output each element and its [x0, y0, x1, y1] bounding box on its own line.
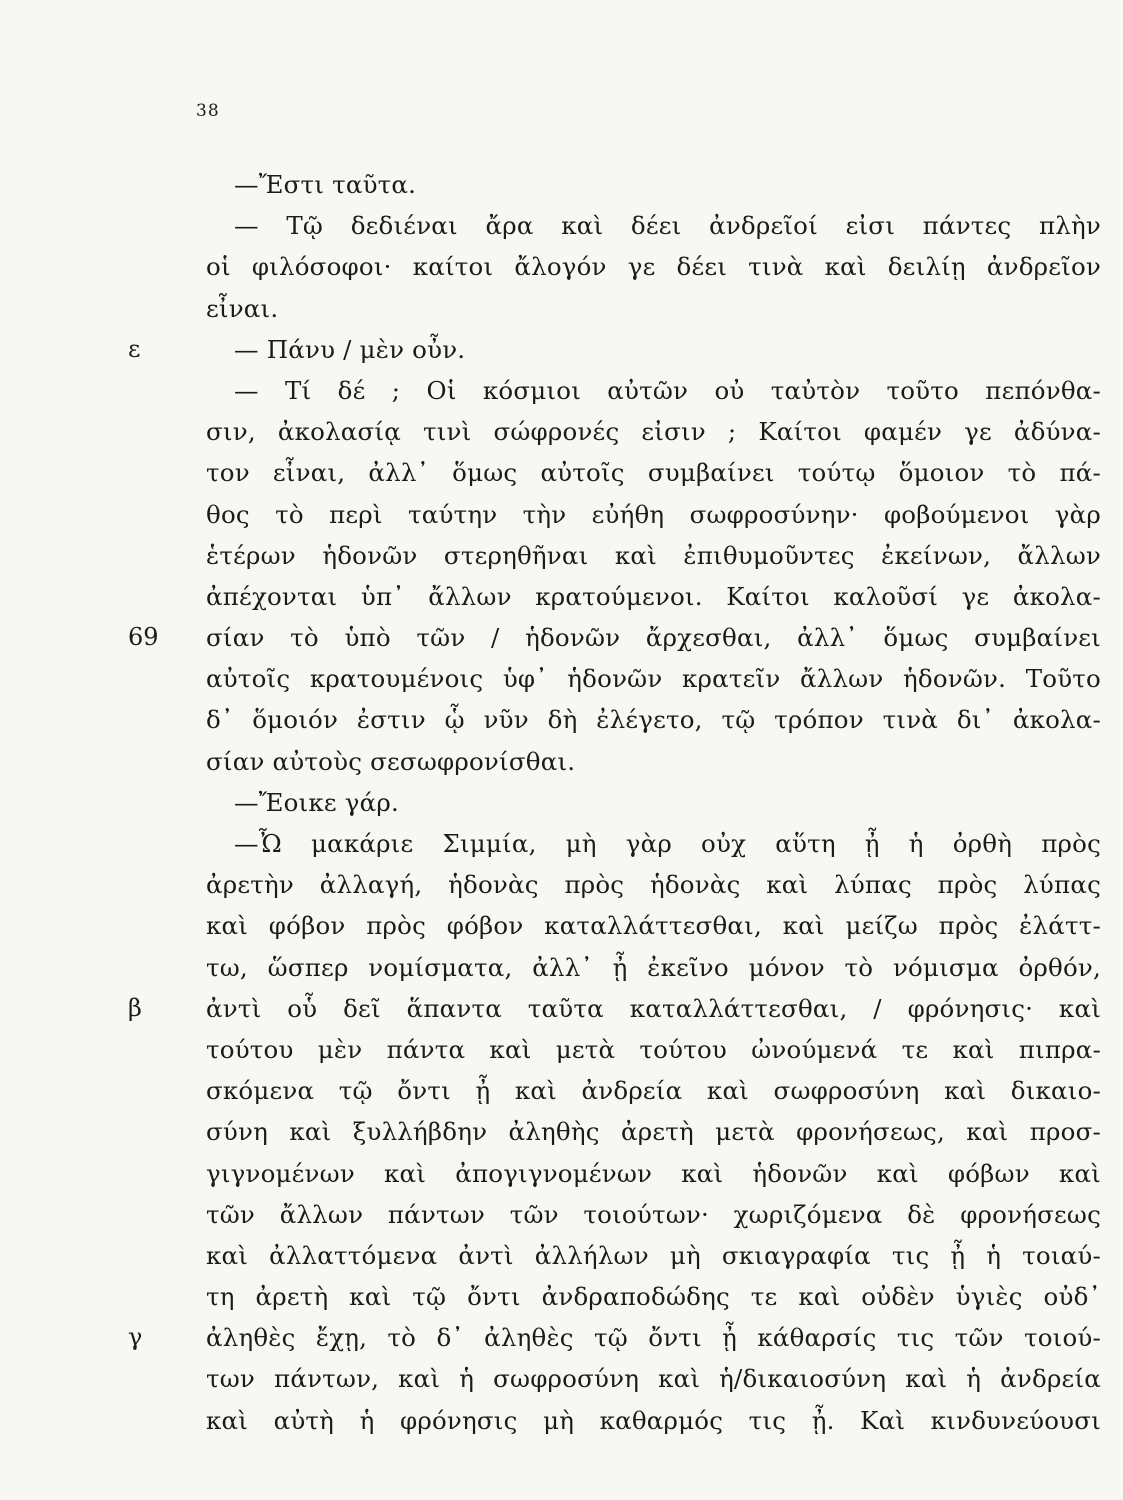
margin-reference: ε	[128, 334, 141, 363]
line-text: ἑτέρων ἡδονῶν στερηθῆναι καὶ ἐπιθυμοῦντες ἐκείνων, ἄλλων	[206, 540, 1101, 570]
line-text: ἀληθὲς ἔχῃ, τὸ δ᾿ ἀληθὲς τῷ ὄντι ᾖ κάθαρσίς τις τῶν τοιού-	[206, 1323, 1101, 1353]
text-line	[0, 988, 1123, 1029]
text-line	[0, 617, 1123, 658]
line-text: εἶναι.	[206, 293, 279, 323]
line-text: γιγνομένων καὶ ἀπογιγνομένων καὶ ἡδονῶν καὶ φόβων καὶ	[206, 1158, 1101, 1188]
line-text: σύνη καὶ ξυλλήβδην ἀληθὴς ἀρετὴ μετὰ φρονήσεως, καὶ προσ-	[206, 1117, 1101, 1147]
greek-text-block	[0, 164, 1123, 1441]
line-text: — Πάνυ / μὲν οὖν.	[234, 334, 466, 364]
line-text: ἀρετὴν ἀλλαγή, ἡδονὰς πρὸς ἡδονὰς καὶ λύπας πρὸς λύπας	[206, 870, 1101, 900]
text-line	[0, 658, 1123, 699]
text-line	[0, 288, 1123, 329]
line-text: —Ἔστι ταῦτα.	[234, 170, 417, 199]
line-text: τη ἀρετὴ καὶ τῷ ὄντι ἀνδραποδώδης τε καὶ οὐδὲν ὑγιὲς οὐδ᾿	[206, 1282, 1101, 1312]
margin-reference: 69	[128, 623, 159, 652]
text-line	[0, 823, 1123, 864]
text-line	[0, 1276, 1123, 1317]
text-line	[0, 947, 1123, 988]
text-line	[0, 329, 1123, 370]
line-text: δ᾿ ὅμοιόν ἐστιν ᾧ νῦν δὴ ἐλέγετο, τῷ τρόπον τινὰ δι᾿ ἀκολα-	[206, 705, 1101, 735]
margin-reference: β	[128, 993, 142, 1022]
text-line	[0, 246, 1123, 287]
line-text: καὶ ἀλλαττόμενα ἀντὶ ἀλλήλων μὴ σκιαγραφία τις ᾖ ἡ τοιαύ-	[206, 1240, 1101, 1270]
text-line	[0, 1400, 1123, 1441]
line-text: τούτου μὲν πάντα καὶ μετὰ τούτου ὠνούμενά τε καὶ πιπρα-	[206, 1034, 1101, 1064]
line-text: τῶν ἄλλων πάντων τῶν τοιούτων· χωριζόμενα δὲ φρονήσεως	[206, 1199, 1101, 1229]
text-line	[0, 370, 1123, 411]
text-line	[0, 741, 1123, 782]
text-line	[0, 1317, 1123, 1358]
text-line	[0, 1194, 1123, 1235]
margin-reference: γ	[128, 1323, 143, 1352]
text-line	[0, 1235, 1123, 1276]
text-line	[0, 576, 1123, 617]
text-line	[0, 782, 1123, 823]
text-line	[0, 864, 1123, 905]
line-text: —Ἔοικε γάρ.	[234, 787, 399, 817]
line-text: καὶ αὐτὴ ἡ φρόνησις μὴ καθαρμός τις ᾖ. Καὶ κινδυνεύουσι	[206, 1405, 1101, 1435]
line-text: — Τῷ δεδιέναι ἄρα καὶ δέει ἀνδρεῖοί εἰσι πάντες πλὴν	[234, 211, 1101, 241]
line-text: αὐτοῖς κρατουμένοις ὑφ᾿ ἡδονῶν κρατεῖν ἄλλων ἡδονῶν. Τοῦτο	[206, 664, 1101, 694]
line-text: σιν, ἀκολασίᾳ τινὶ σώφρονές εἰσιν ; Καίτοι φαμέν γε ἀδύνα-	[206, 417, 1101, 447]
line-text: σίαν αὐτοὺς σεσωφρονίσθαι.	[206, 746, 576, 776]
line-text: τω, ὥσπερ νομίσματα, ἀλλ᾿ ᾖ ἐκεῖνο μόνον τὸ νόμισμα ὀρθόν,	[206, 952, 1101, 982]
line-text: θος τὸ περὶ ταύτην τὴν εὐήθη σωφροσύνην· φοβούμενοι γὰρ	[206, 499, 1101, 529]
text-line	[0, 494, 1123, 535]
text-line	[0, 1153, 1123, 1194]
text-line	[0, 1070, 1123, 1111]
line-text: σκόμενα τῷ ὄντι ᾖ καὶ ἀνδρεία καὶ σωφροσύνη καὶ δικαιο-	[206, 1076, 1101, 1106]
line-text: — Τί δέ ; Οἱ κόσμιοι αὐτῶν οὐ ταὐτὸν τοῦτο πεπόνθα-	[234, 375, 1101, 405]
line-text: ἀπέχονται ὑπ᾿ ἄλλων κρατούμενοι. Καίτοι καλοῦσί γε ἀκολα-	[206, 581, 1101, 611]
text-line	[0, 411, 1123, 452]
text-line	[0, 535, 1123, 576]
line-text: τον εἶναι, ἀλλ᾿ ὅμως αὐτοῖς συμβαίνει τούτῳ ὅμοιον τὸ πά-	[206, 458, 1101, 488]
page-number: 38	[196, 101, 220, 121]
text-line	[0, 1029, 1123, 1070]
text-line	[0, 164, 1123, 205]
line-text: σίαν τὸ ὑπὸ τῶν / ἡδονῶν ἄρχεσθαι, ἀλλ᾿ ὅμως συμβαίνει	[206, 623, 1101, 653]
line-text: των πάντων, καὶ ἡ σωφροσύνη καὶ ἡ/δικαιοσύνη καὶ ἡ ἀνδρεία	[206, 1364, 1101, 1394]
line-text: ἀντὶ οὗ δεῖ ἅπαντα ταῦτα καταλλάττεσθαι, / φρόνησις· καὶ	[206, 993, 1101, 1023]
text-line	[0, 1358, 1123, 1399]
text-line	[0, 699, 1123, 740]
text-line	[0, 1111, 1123, 1152]
text-line	[0, 452, 1123, 493]
line-text: οἱ φιλόσοφοι· καίτοι ἄλογόν γε δέει τινὰ καὶ δειλίῃ ἀνδρεῖον	[206, 252, 1101, 282]
line-text: καὶ φόβον πρὸς φόβον καταλλάττεσθαι, καὶ μείζω πρὸς ἐλάττ-	[206, 911, 1101, 941]
text-line	[0, 205, 1123, 246]
line-text: —Ὦ μακάριε Σιμμία, μὴ γὰρ οὐχ αὕτη ᾖ ἡ ὀρθὴ πρὸς	[234, 829, 1101, 858]
text-line	[0, 905, 1123, 946]
